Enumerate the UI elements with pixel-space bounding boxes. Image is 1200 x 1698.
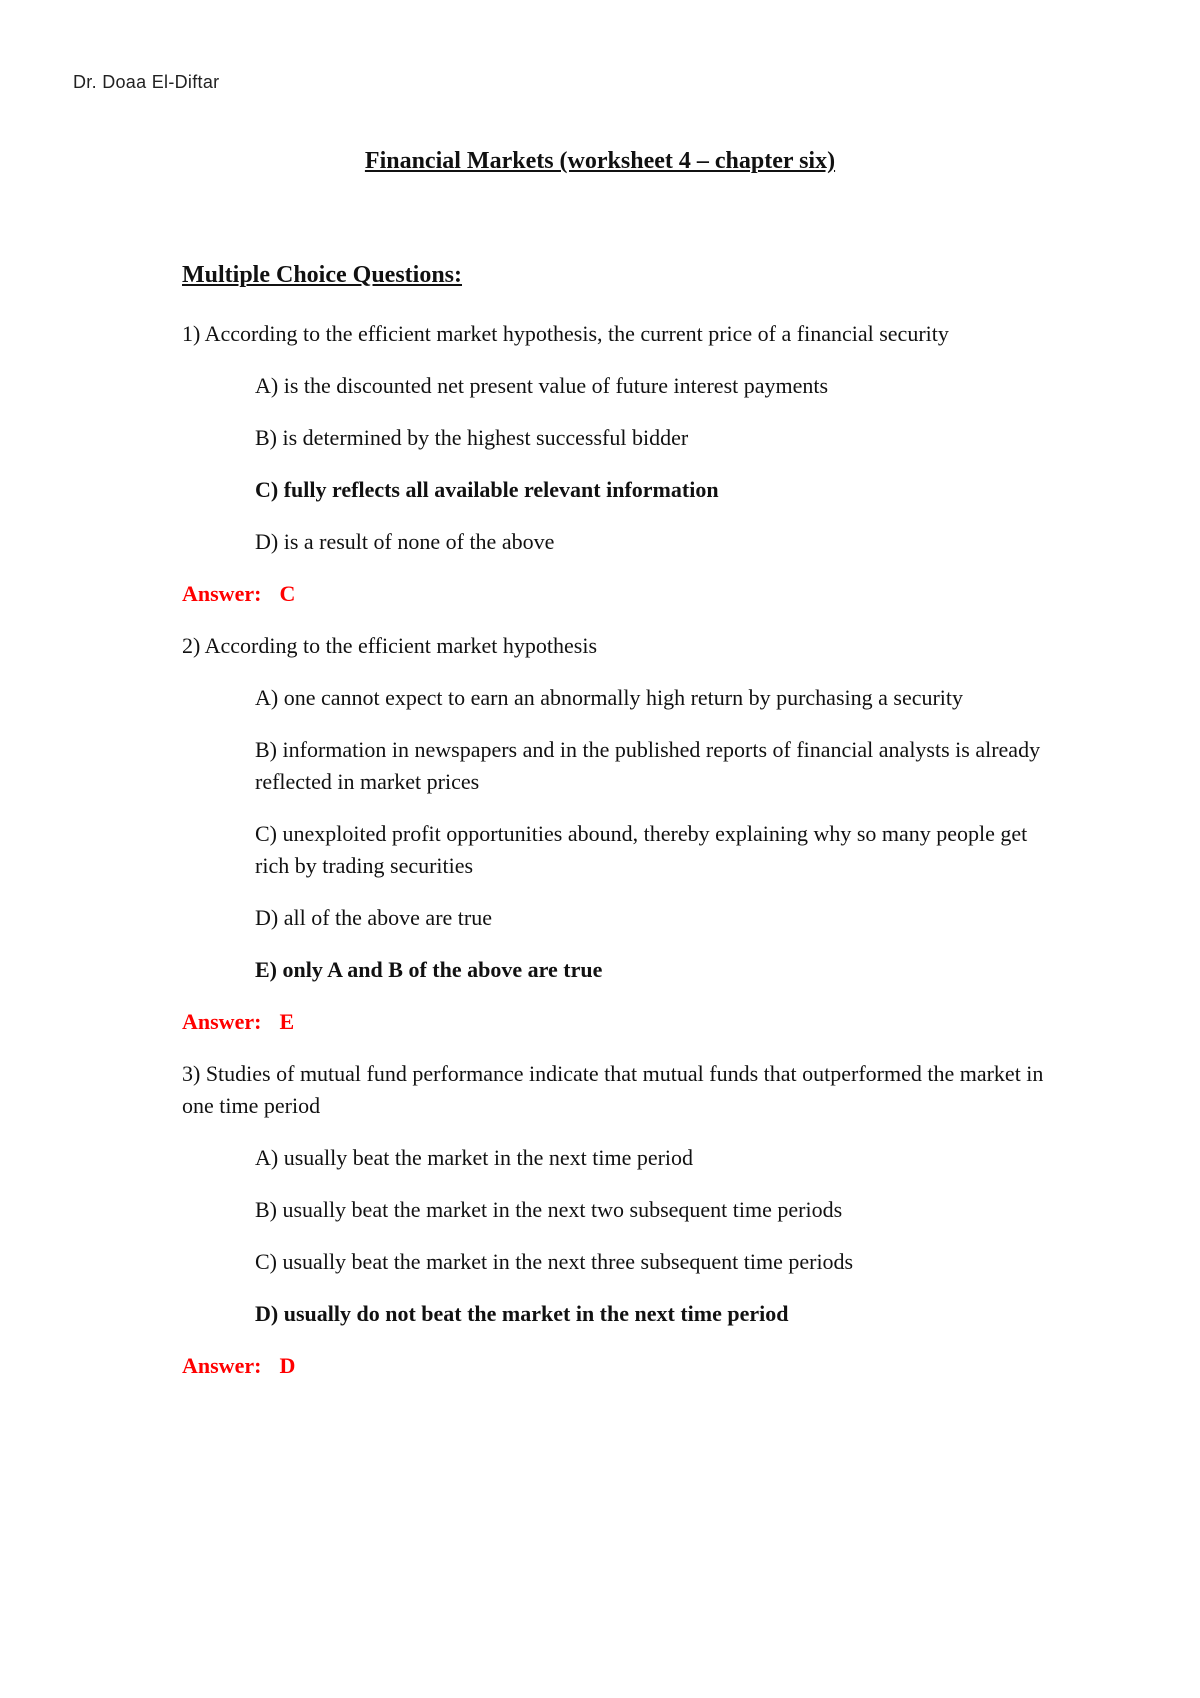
answer-letter: E <box>279 1009 295 1034</box>
option-d: D) all of the above are true <box>255 905 492 930</box>
question-2 <box>182 630 1052 1038</box>
option-b: B) information in newspapers and in the published reports of financial analysts is already reflected in market prices <box>255 737 1041 794</box>
option-a: A) usually beat the market in the next time period <box>255 1145 694 1170</box>
question-text: 1) According to the efficient market hypothesis, the current price of a financial security <box>182 321 949 346</box>
section-heading: Multiple Choice Questions: <box>182 262 462 288</box>
option-c: C) usually beat the market in the next three subsequent time periods <box>255 1249 854 1274</box>
answer-line <box>182 578 1052 610</box>
answer-line <box>182 1006 1052 1038</box>
question-text: 3) Studies of mutual fund performance indicate that mutual funds that outperformed the market in one time period <box>182 1061 1044 1118</box>
option-c-correct: C) fully reflects all available relevant information <box>255 477 719 502</box>
answer-line <box>182 1350 1052 1382</box>
option-c: C) unexploited profit opportunities abound, thereby explaining why so many people get rich by trading securities <box>255 821 1028 878</box>
answer-label: Answer: <box>182 1009 262 1034</box>
answer-letter: C <box>279 581 296 606</box>
answer-label: Answer: <box>182 581 262 606</box>
question-1 <box>182 318 1052 610</box>
option-b: B) usually beat the market in the next two subsequent time periods <box>255 1197 843 1222</box>
answer-letter: D <box>279 1353 296 1378</box>
question-text: 2) According to the efficient market hypothesis <box>182 633 598 658</box>
answer-label: Answer: <box>182 1353 262 1378</box>
option-d-correct: D) usually do not beat the market in the next time period <box>255 1301 789 1326</box>
questions-list <box>182 318 1052 1402</box>
option-e-correct: E) only A and B of the above are true <box>255 957 603 982</box>
page-title: Financial Markets (worksheet 4 – chapter six) <box>364 148 836 174</box>
option-d: D) is a result of none of the above <box>255 529 555 554</box>
question-3 <box>182 1058 1052 1382</box>
option-a: A) one cannot expect to earn an abnormally high return by purchasing a security <box>255 685 964 710</box>
option-a: A) is the discounted net present value of future interest payments <box>255 373 829 398</box>
header-author: Dr. Doaa El-Diftar <box>73 72 220 92</box>
option-b: B) is determined by the highest successful bidder <box>255 425 689 450</box>
